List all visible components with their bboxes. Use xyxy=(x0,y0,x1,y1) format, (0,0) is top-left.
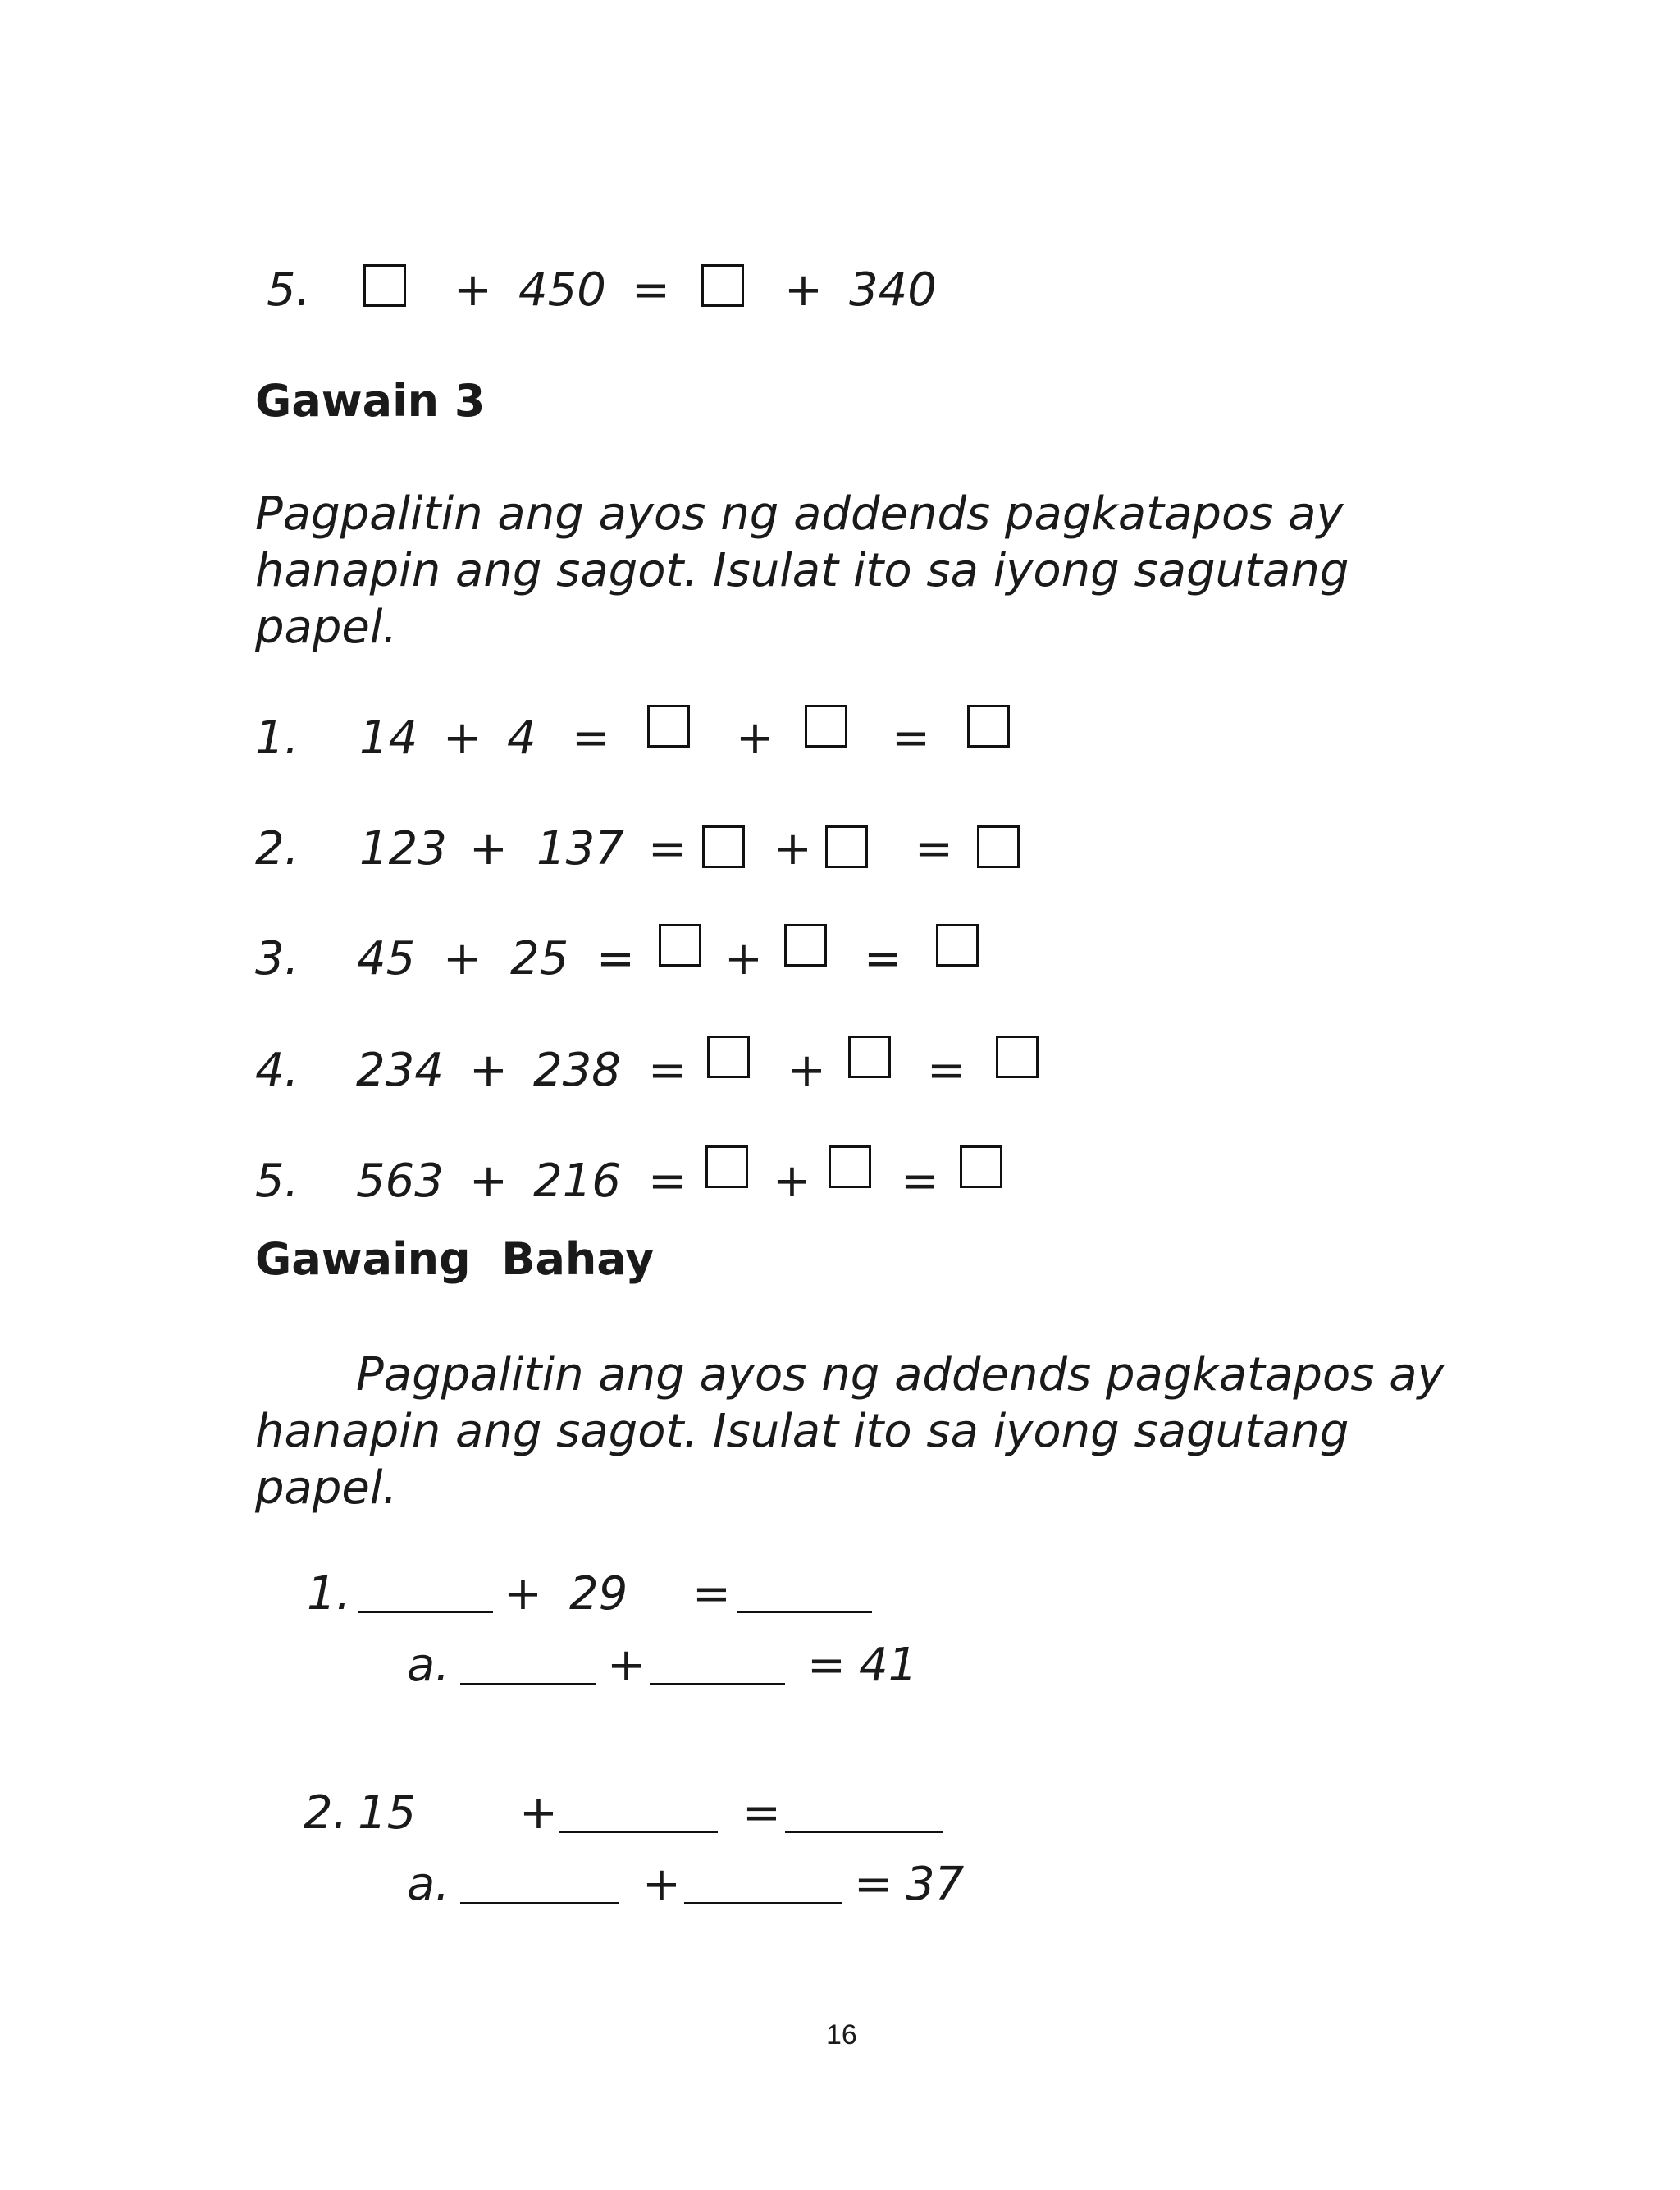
answer-box[interactable] xyxy=(805,705,847,748)
item-number: 3. xyxy=(255,932,299,985)
equals-sign: = xyxy=(572,711,610,765)
instruction-line: papel. xyxy=(255,1461,398,1515)
plus-sign: + xyxy=(504,1567,542,1621)
sub-item-label: a. xyxy=(407,1639,450,1692)
equals-sign: = xyxy=(901,1154,939,1208)
addend: 340 xyxy=(849,263,937,317)
page-number: 16 xyxy=(826,2019,857,2051)
answer-box[interactable] xyxy=(702,825,745,868)
addend: 216 xyxy=(533,1154,621,1208)
answer-box[interactable] xyxy=(705,1145,748,1188)
item-number: 2. xyxy=(255,822,299,876)
plus-sign: + xyxy=(784,263,823,317)
equals-sign: = xyxy=(692,1567,731,1621)
section-title-gawaing-bahay: Gawaing Bahay xyxy=(255,1233,655,1285)
plus-sign: + xyxy=(469,1044,508,1097)
sub-item-label: a. xyxy=(407,1858,450,1911)
plus-sign: + xyxy=(773,1154,811,1208)
answer-box[interactable] xyxy=(701,264,744,307)
instruction-line: Pagpalitin ang ayos ng addends pagkatapos ay xyxy=(255,487,1344,541)
instruction-line: Pagpalitin ang ayos ng addends pagkatapos ay xyxy=(356,1348,1445,1401)
answer-box[interactable] xyxy=(936,924,979,967)
addend: 137 xyxy=(536,822,624,876)
plus-sign: + xyxy=(774,822,812,876)
equals-sign: = xyxy=(648,1044,687,1097)
addend: 29 xyxy=(569,1567,628,1621)
equals-sign: = xyxy=(742,1786,781,1840)
answer-box[interactable] xyxy=(363,264,406,307)
addend: 238 xyxy=(533,1044,621,1097)
equals-sign: = xyxy=(596,932,635,985)
plus-sign: + xyxy=(443,932,482,985)
addend: 450 xyxy=(518,263,606,317)
item-number: 2. xyxy=(304,1786,348,1840)
answer-box[interactable] xyxy=(825,825,868,868)
section-title-gawain-3: Gawain 3 xyxy=(255,375,486,427)
instruction-line: hanapin ang sagot. Isulat ito sa iyong sagutang xyxy=(255,544,1349,597)
answer-box[interactable] xyxy=(707,1036,750,1078)
answer-box[interactable] xyxy=(996,1036,1039,1078)
answer-box[interactable] xyxy=(977,825,1020,868)
plus-sign: + xyxy=(607,1639,646,1692)
answer-box[interactable] xyxy=(960,1145,1002,1188)
item-number: 4. xyxy=(255,1044,299,1097)
addend: 4 xyxy=(507,711,536,765)
plus-sign: + xyxy=(736,711,774,765)
equals-sign: = xyxy=(807,1639,846,1692)
answer-box[interactable] xyxy=(784,924,827,967)
answer-blank[interactable] xyxy=(460,1683,596,1685)
answer-box[interactable] xyxy=(829,1145,871,1188)
item-number: 1. xyxy=(307,1567,351,1621)
plus-sign: + xyxy=(443,711,482,765)
answer-box[interactable] xyxy=(647,705,690,748)
answer-blank[interactable] xyxy=(559,1831,718,1833)
instruction-line: hanapin ang sagot. Isulat ito sa iyong sagutang xyxy=(255,1405,1349,1458)
equals-sign: = xyxy=(854,1858,892,1911)
answer-blank[interactable] xyxy=(460,1902,619,1904)
addend: 123 xyxy=(359,822,447,876)
plus-sign: + xyxy=(469,1154,508,1208)
plus-sign: + xyxy=(519,1786,558,1840)
answer-blank[interactable] xyxy=(684,1902,842,1904)
item-number: 5. xyxy=(255,1154,299,1208)
sum-value: 37 xyxy=(906,1858,965,1911)
addend: 234 xyxy=(356,1044,444,1097)
answer-box[interactable] xyxy=(659,924,701,967)
answer-box[interactable] xyxy=(848,1036,891,1078)
answer-box[interactable] xyxy=(967,705,1010,748)
equals-sign: = xyxy=(915,822,953,876)
equals-sign: = xyxy=(927,1044,966,1097)
instruction-line: papel. xyxy=(255,601,398,654)
addend: 14 xyxy=(359,711,418,765)
answer-blank[interactable] xyxy=(650,1683,785,1685)
sum-value: 41 xyxy=(859,1639,918,1692)
plus-sign: + xyxy=(469,822,508,876)
addend: 15 xyxy=(358,1786,417,1840)
item-number: 5. xyxy=(267,263,311,317)
equals-sign: = xyxy=(648,822,687,876)
answer-blank[interactable] xyxy=(358,1611,493,1613)
plus-sign: + xyxy=(724,932,763,985)
addend: 45 xyxy=(357,932,416,985)
equals-sign: = xyxy=(648,1154,687,1208)
answer-blank[interactable] xyxy=(737,1611,872,1613)
addend: 25 xyxy=(510,932,569,985)
plus-sign: + xyxy=(454,263,492,317)
equals-sign: = xyxy=(864,932,902,985)
equals-sign: = xyxy=(892,711,930,765)
plus-sign: + xyxy=(642,1858,681,1911)
addend: 563 xyxy=(356,1154,444,1208)
equals-sign: = xyxy=(632,263,670,317)
item-number: 1. xyxy=(255,711,299,765)
answer-blank[interactable] xyxy=(785,1831,943,1833)
plus-sign: + xyxy=(788,1044,826,1097)
